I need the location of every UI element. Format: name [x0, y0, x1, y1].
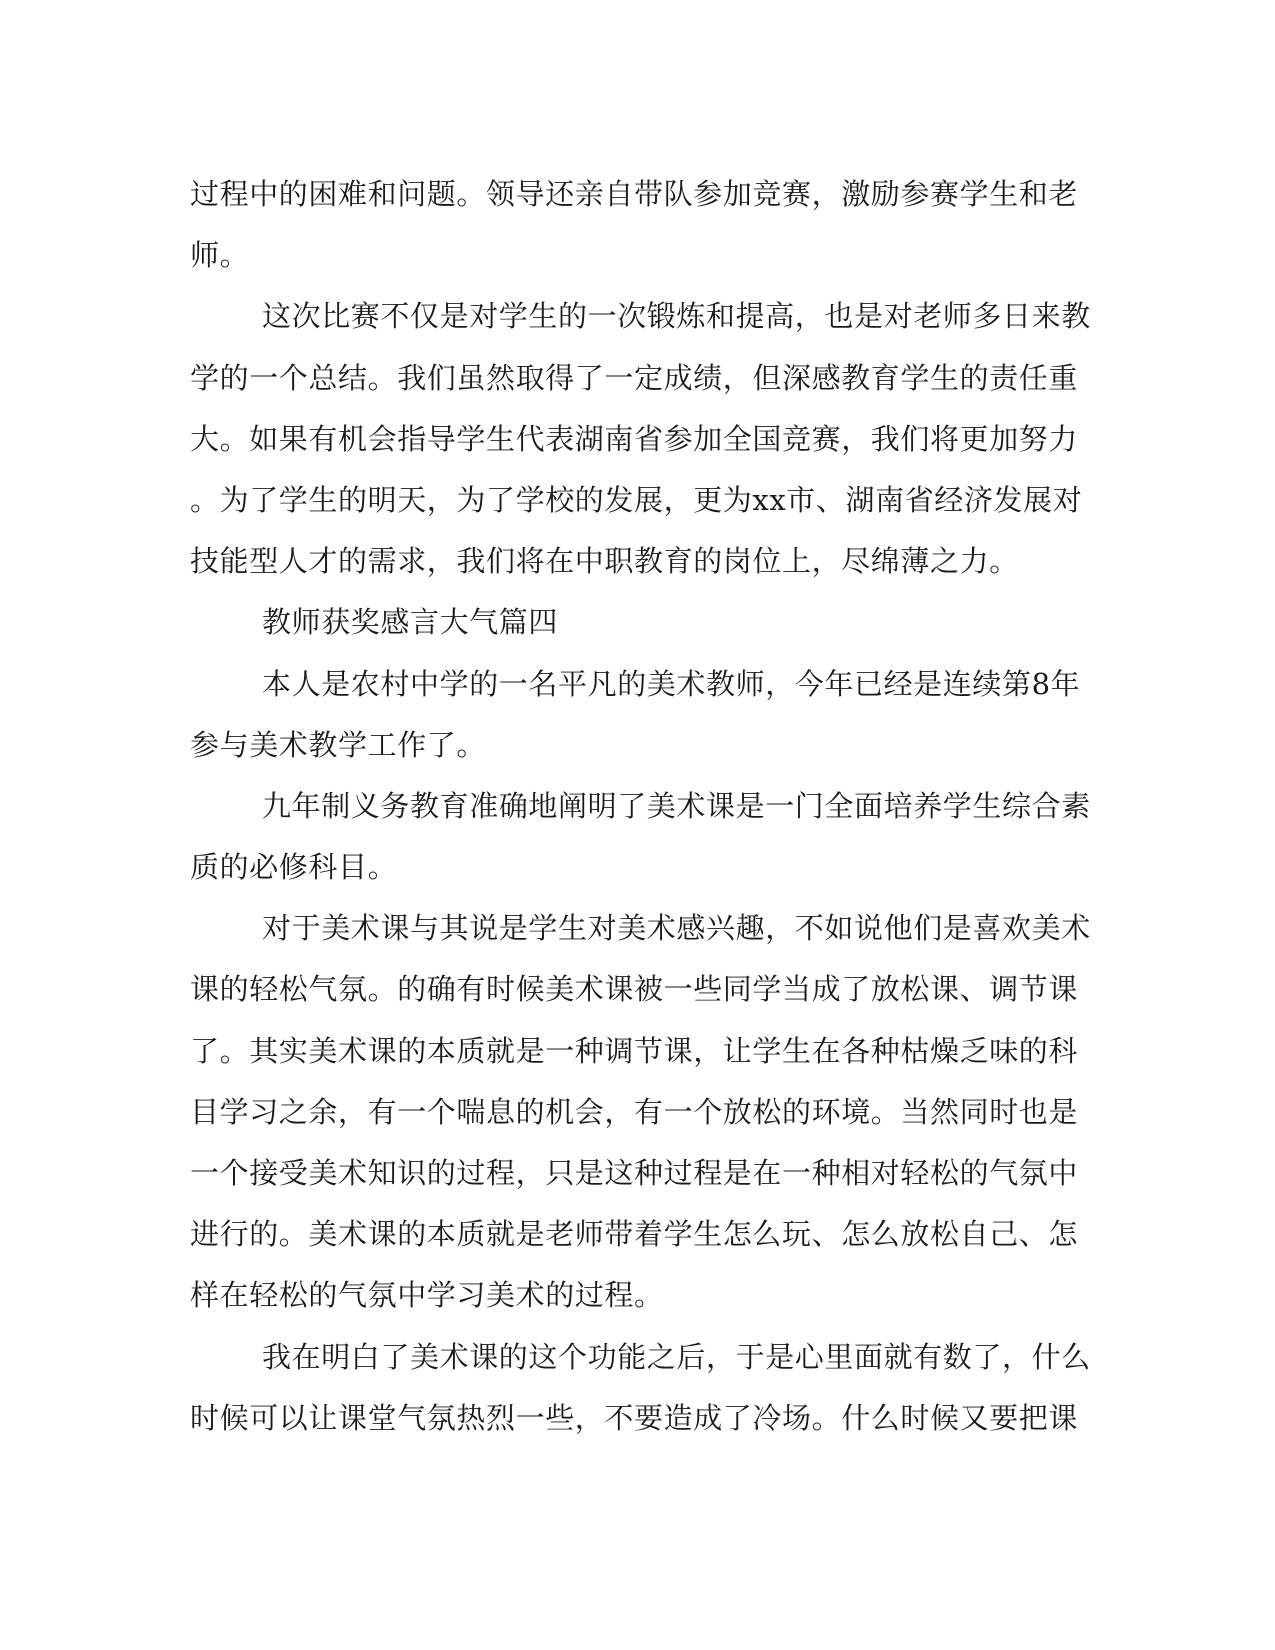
document-body	[190, 164, 1090, 1449]
paragraph-first-line: 对于美术课与其说是学生对美术感兴趣，不如说他们是喜欢美术	[262, 911, 1091, 946]
text-line: 样在轻松的气氛中学习美术的过程。	[190, 1278, 664, 1313]
text-line: 时候可以让课堂气氛热烈一些，不要造成了冷场。什么时候又要把课	[190, 1400, 1079, 1435]
text-line: 。为了学生的明天，为了学校的发展，更为xx市、湖南省经济发展对	[190, 482, 1083, 517]
text-line: 目学习之余，有一个喘息的机会，有一个放松的环境。当然同时也是	[190, 1094, 1079, 1129]
paragraph-first-line: 我在明白了美术课的这个功能之后，于是心里面就有数了，什么	[262, 1339, 1091, 1374]
text-line: 了。其实美术课的本质就是一种调节课，让学生在各种枯燥乏味的科	[190, 1033, 1079, 1068]
paragraph-first-line: 九年制义务教育准确地阐明了美术课是一门全面培养学生综合素	[262, 788, 1091, 823]
text-line: 学的一个总结。我们虽然取得了一定成绩，但深感教育学生的责任重	[190, 360, 1079, 395]
paragraph-first-line: 这次比赛不仅是对学生的一次锻炼和提高，也是对老师多日来教	[262, 299, 1091, 334]
text-line: 过程中的困难和问题。领导还亲自带队参加竞赛，激励参赛学生和老	[190, 177, 1079, 211]
text-line: 参与美术教学工作了。	[190, 727, 487, 762]
text-line: 师。	[190, 238, 250, 273]
text-line: 进行的。美术课的本质就是老师带着学生怎么玩、怎么放松自己、怎	[190, 1217, 1079, 1252]
text-line: 质的必修科目。	[190, 850, 398, 885]
text-line: 一个接受美术知识的过程，只是这种过程是在一种相对轻松的气氛中	[190, 1156, 1079, 1190]
text-line: 大。如果有机会指导学生代表湖南省参加全国竞赛，我们将更加努力	[190, 421, 1079, 456]
text-line: 课的轻松气氛。的确有时候美术课被一些同学当成了放松课、调节课	[190, 972, 1079, 1007]
paragraph-first-line: 本人是农村中学的一名平凡的美术教师，今年已经是连续第8年	[262, 666, 1081, 701]
text-line: 技能型人才的需求，我们将在中职教育的岗位上，尽绵薄之力。	[190, 544, 1019, 579]
paragraph-first-line: 教师获奖感言大气篇四	[262, 605, 559, 640]
